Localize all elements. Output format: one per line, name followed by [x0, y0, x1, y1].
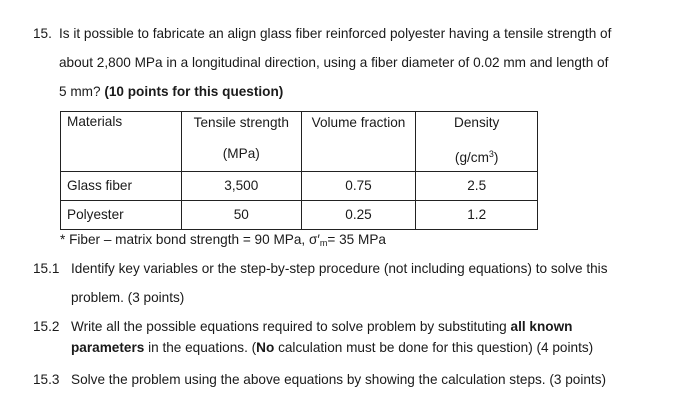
subquestion-number: 15.2: [33, 319, 60, 334]
cell-density: [416, 201, 538, 230]
subquestion-15-2-line2: [71, 339, 593, 357]
cell-material: [61, 201, 182, 230]
header-materials-label: Materials: [67, 114, 123, 129]
header-density-unit: [416, 132, 537, 167]
header-materials: [61, 112, 182, 172]
question-number: 15.: [33, 26, 52, 41]
bond-strength-note: [60, 231, 386, 252]
cell-volume: [301, 201, 416, 230]
header-volume-fraction: [301, 112, 416, 172]
header-volume-label: Volume fraction: [311, 115, 406, 130]
cell-tensile: [181, 201, 301, 230]
cell-volume: [301, 172, 416, 201]
table-row: [61, 201, 538, 230]
density-unit-sup: 3: [488, 149, 494, 159]
subquestion-number: 15.1: [33, 261, 60, 276]
header-density-label: Density: [454, 115, 500, 130]
question-line3-text: 5 mm?: [59, 84, 101, 99]
q152-line1-text: Write all the possible equations required to solve problem by substituting: [71, 319, 507, 334]
header-tensile-strength: [181, 112, 301, 172]
density-unit-post: ): [493, 150, 499, 165]
materials-table: [60, 111, 538, 230]
subquestion-number: 15.3: [33, 372, 60, 387]
cell-density: [416, 172, 538, 201]
material-name: Glass fiber: [67, 178, 132, 193]
q152-line2-mid: in the equations. (: [148, 340, 257, 355]
cell-material: [61, 172, 182, 201]
q152-line2-post: calculation must be done for this question) (4 points): [278, 340, 594, 355]
note-subscript: m: [319, 238, 328, 248]
density-unit-pre: (g/cm: [454, 150, 489, 165]
subquestion-15-1-line2: problem. (3 points): [71, 290, 185, 305]
volume-value: 0.25: [345, 207, 372, 222]
tensile-value: 50: [233, 207, 249, 222]
material-name: Polyester: [67, 207, 124, 222]
header-tensile-unit: (MPa): [222, 146, 260, 161]
table-row: [61, 172, 538, 201]
header-density: [416, 112, 538, 172]
q152-parameters-bold: parameters: [71, 340, 145, 355]
question-text-line3: [59, 83, 283, 101]
subquestion-15-1-line1: Identify key variables or the step-by-step procedure (not including equations) to solve this: [71, 261, 608, 276]
question-points-label: (10 points for this question): [104, 84, 284, 99]
note-prefix: * Fiber – matrix bond strength = 90 MPa, σ′: [60, 232, 320, 247]
q152-line1-bold: all known: [510, 319, 573, 334]
question-text-line1: Is it possible to fabricate an align glass fiber reinforced polyester having a tensile strength of: [59, 26, 612, 41]
q152-no-bold: No: [256, 340, 275, 355]
density-value: 1.2: [467, 207, 487, 222]
density-value: 2.5: [467, 178, 487, 193]
cell-tensile: [181, 172, 301, 201]
subquestion-15-3-line1: Solve the problem using the above equations by showing the calculation steps. (3 points): [71, 372, 607, 387]
subquestion-15-2-line1: [71, 318, 572, 336]
table-header-row: [61, 112, 538, 172]
question-text-line2: about 2,800 MPa in a longitudinal direction, using a fiber diameter of 0.02 mm and length of: [59, 55, 609, 70]
header-tensile-label: Tensile strength: [193, 115, 289, 130]
note-suffix: = 35 MPa: [327, 232, 386, 247]
volume-value: 0.75: [345, 178, 372, 193]
tensile-value: 3,500: [224, 178, 259, 193]
